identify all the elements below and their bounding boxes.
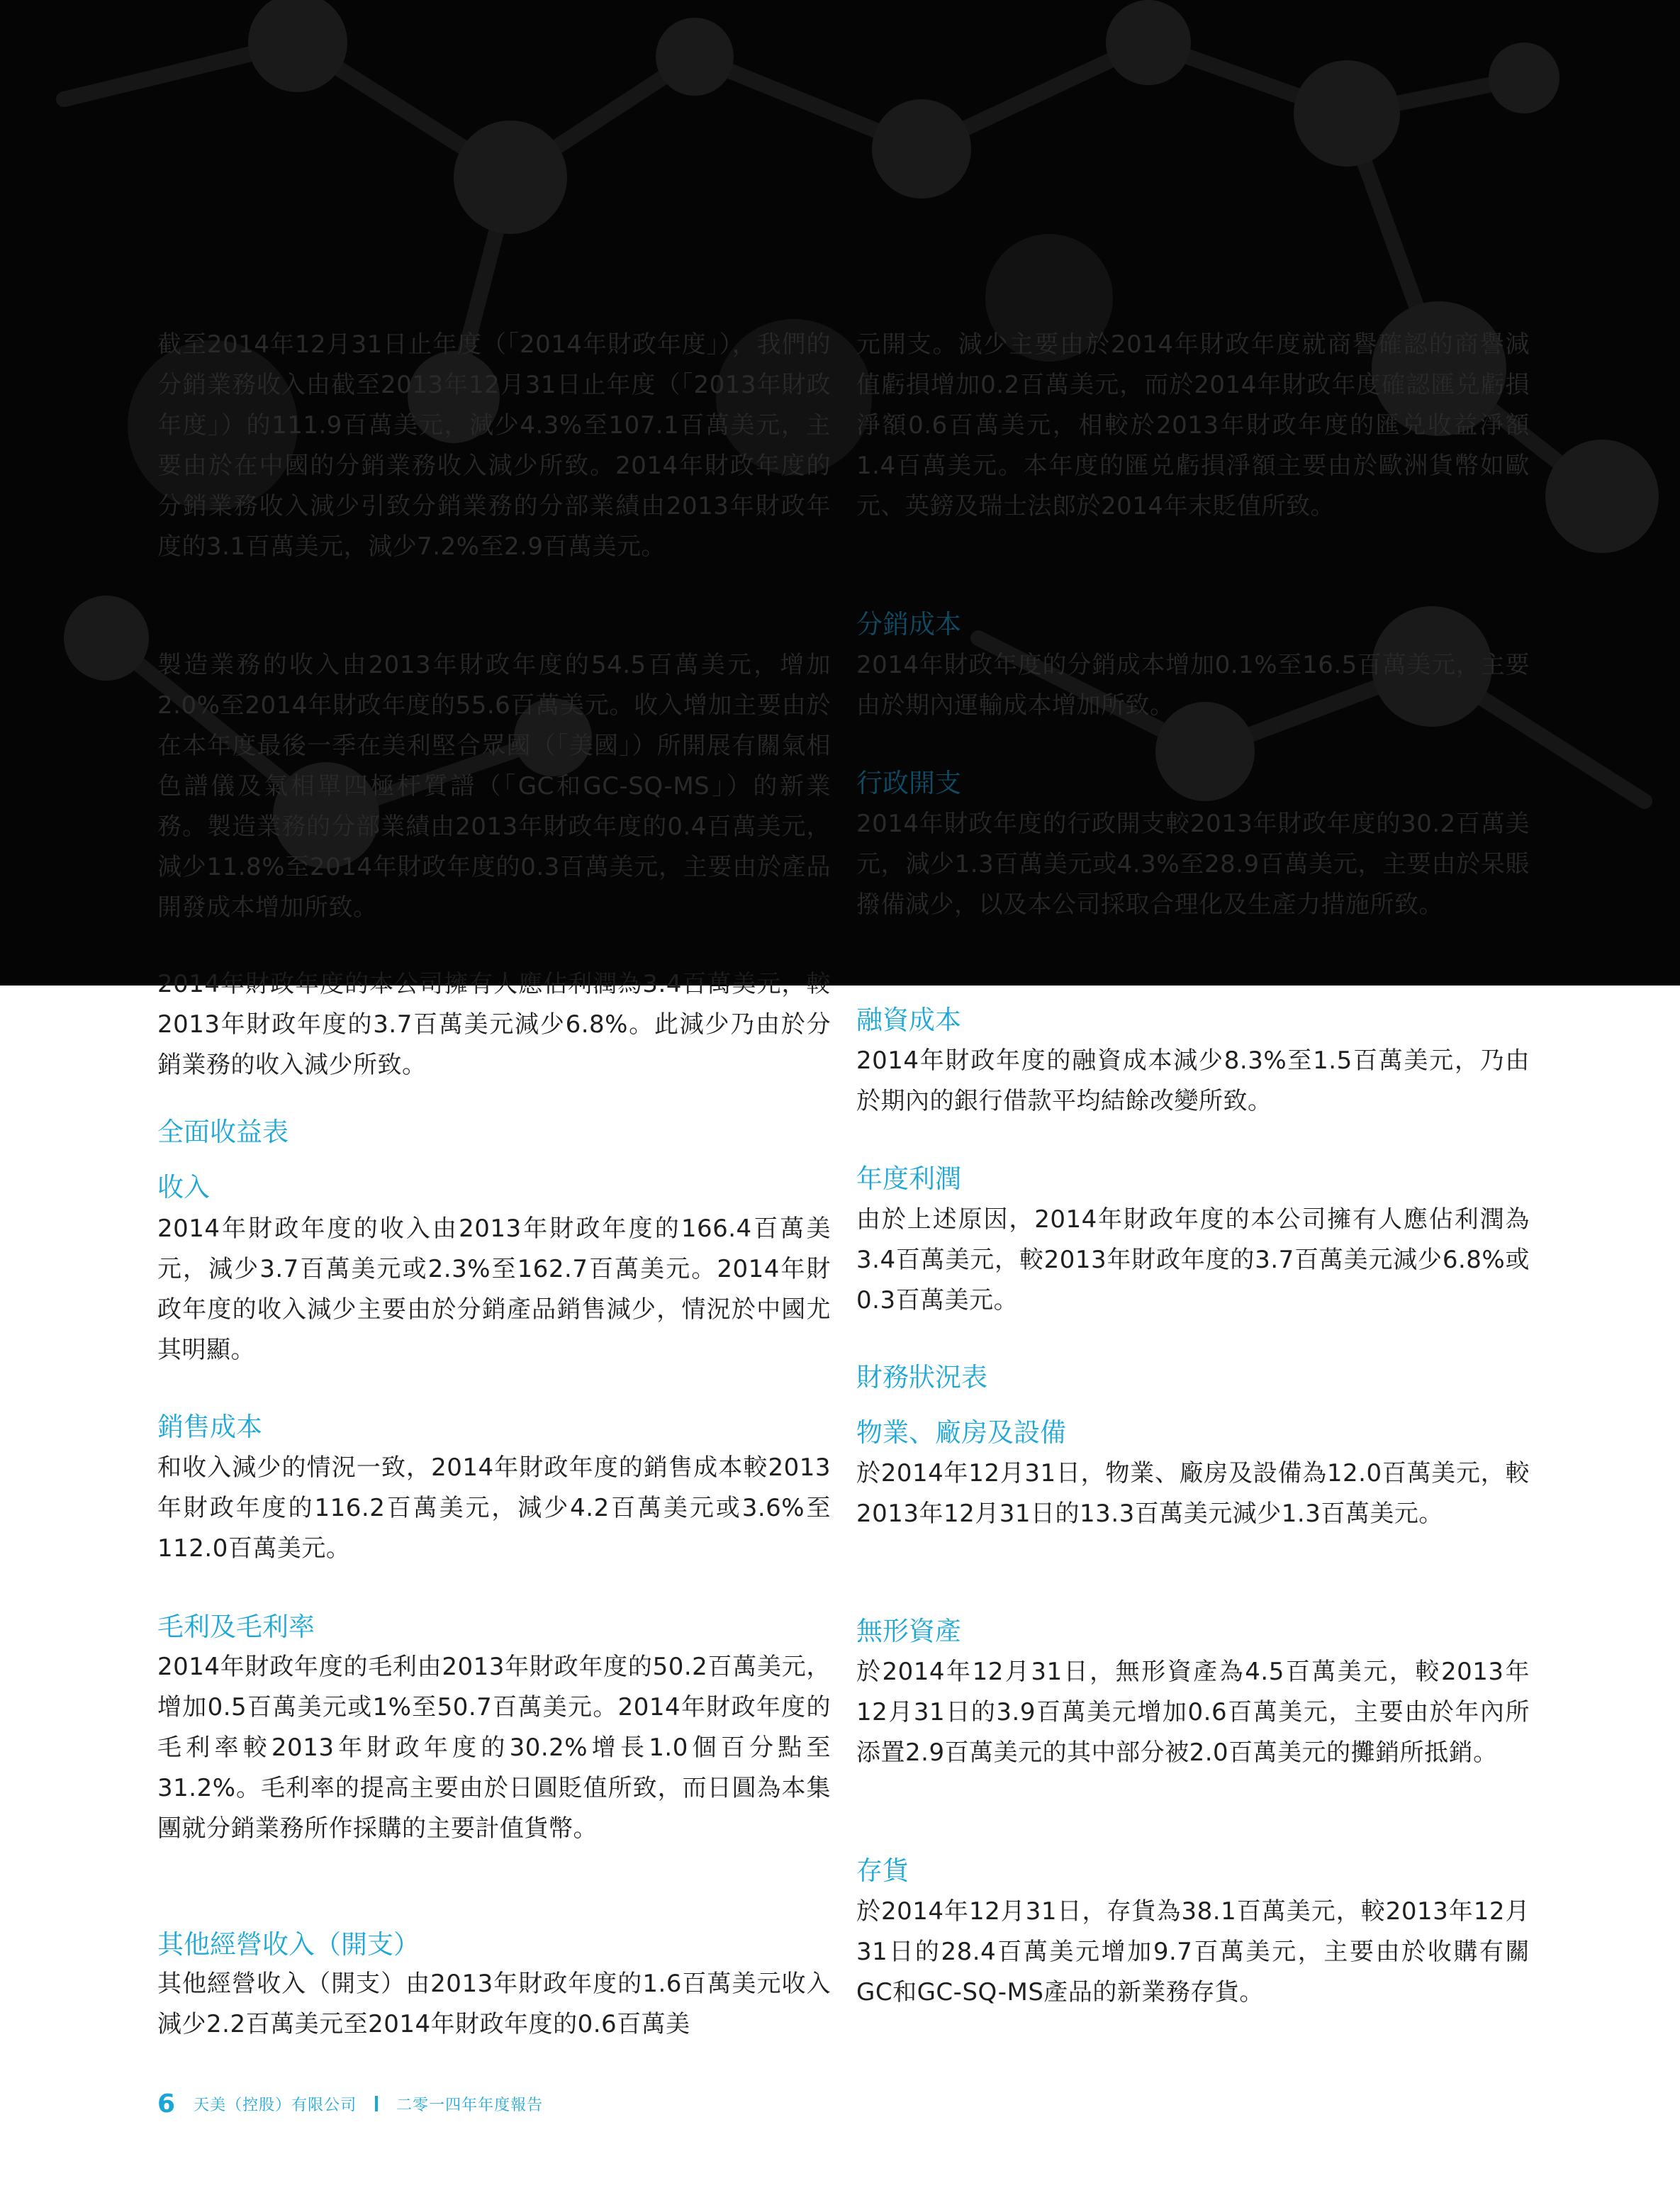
footer-separator [375,2096,378,2111]
paragraph-intangible-assets: 於2014年12月31日，無形資產為4.5百萬美元，較2013年12月31日的3.9百萬美元增加0.6百萬美元，主要由於年內所添置2.9百萬美元的其中部分被2.0百萬美元的攤銷所抵銷。 [856,1658,1530,1767]
paragraph-distribution-cost: 2014年財政年度的分銷成本增加0.1%至16.5百萬美元，主要由於期內運輸成本增加所致。 [856,651,1530,720]
heading-annual-profit: 年度利潤 [856,1163,961,1194]
heading-revenue: 收入 [157,1172,210,1202]
footer-report-title: 二零一四年年度報告 [396,2096,544,2114]
paragraph-revenue: 2014年財政年度的收入由2013年財政年度的166.4百萬美元，減少3.7百萬美元或2.3%至162.7百萬美元。2014年財政年度的收入減少主要由於分銷產品銷售減少，情況於中國尤其明顯。 [157,1215,831,1364]
paragraph-inventory: 於2014年12月31日，存貨為38.1百萬美元，較2013年12月31日的28.4百萬美元增加9.7百萬美元，主要由於收購有關GC和GC-SQ-MS產品的新業務存貨。 [856,1897,1530,2006]
paragraph-gross-profit: 2014年財政年度的毛利由2013年財政年度的50.2百萬美元，增加0.5百萬美元或1%至50.7百萬美元。2014年財政年度的毛利率較2013年財政年度的30.2%增長1.0個百分點至31.2%。毛利率的提高主要由於日圓貶值所致，而日圓為本集團就分銷業務所作採購的主要計值貨幣。 [157,1653,831,1843]
heading-cost-of-sales: 銷售成本 [157,1412,262,1442]
heading-administrative-expenses: 行政開支 [856,768,961,798]
heading-property-plant-equipment: 物業、廠房及設備 [856,1417,1066,1448]
paragraph-administrative-expenses: 2014年財政年度的行政開支較2013年財政年度的30.2百萬美元，減少1.3百萬美元或4.3%至28.9百萬美元，主要由於呆賬撥備減少，以及本公司採取合理化及生產力措施所致。 [856,810,1530,919]
heading-finance-cost: 融資成本 [856,1005,961,1035]
heading-intangible-assets: 無形資產 [856,1616,961,1646]
heading-gross-profit: 毛利及毛利率 [157,1612,315,1642]
page-footer [157,2086,543,2121]
heading-inventory: 存貨 [856,1855,909,1886]
paragraph-finance-cost: 2014年財政年度的融資成本減少8.3%至1.5百萬美元，乃由於期內的銀行借款平均結餘改變所致。 [856,1046,1530,1115]
paragraph-other-income-continued: 元開支。減少主要由於2014年財政年度就商譽確認的商譽減值虧損增加0.2百萬美元，而於2014年財政年度確認匯兑虧損淨額0.6百萬美元，相較於2013年財政年度的匯兑收益淨額1.4百萬美元。本年度的匯兑虧損淨額主要由於歐洲貨幣如歐元、英鎊及瑞士法郎於2014年末貶值所致。 [856,330,1530,520]
heading-other-operating-income: 其他經營收入（開支） [157,1929,420,1960]
paragraph-property-plant-equipment: 於2014年12月31日，物業、廠房及設備為12.0百萬美元，較2013年12月31日的13.3百萬美元減少1.3百萬美元。 [856,1459,1530,1528]
paragraph-annual-profit: 由於上述原因，2014年財政年度的本公司擁有人應佔利潤為3.4百萬美元，較2013年財政年度的3.7百萬美元減少6.8%或0.3百萬美元。 [856,1205,1530,1315]
page-number: 6 [157,2089,176,2119]
paragraph-cost-of-sales: 和收入減少的情況一致，2014年財政年度的銷售成本較2013年財政年度的116.2百萬美元，減少4.2百萬美元或3.6%至112.0百萬美元。 [157,1453,831,1563]
heading-distribution-cost: 分銷成本 [856,609,961,640]
paragraph-distribution-revenue: 截至2014年12月31日止年度（「2014年財政年度」），我們的分銷業務收入由截至2013年12月31日止年度（「2013年財政年度」）的111.9百萬美元，減少4.3%至107.1百萬美元，主要由於在中國的分銷業務收入減少所致。2014年財政年度的分銷業務收入減少引致分銷業務的分部業績由2013年財政年度的3.1百萬美元，減少7.2%至2.9百萬美元。 [157,330,831,561]
heading-financial-position: 財務狀況表 [856,1362,987,1392]
paragraph-manufacturing-revenue: 製造業務的收入由2013年財政年度的54.5百萬美元，增加2.0%至2014年財政年度的55.6百萬美元。收入增加主要由於在本年度最後一季在美利堅合眾國（「美國」）所開展有關氣相色譜儀及氣相單四極杆質譜（「GC和GC-SQ-MS」）的新業務。製造業務的分部業績由2013年財政年度的0.4百萬美元，減少11.8%至2014年財政年度的0.3百萬美元，主要由於產品開發成本增加所致。 [157,651,831,922]
paragraph-other-operating-income: 其他經營收入（開支）由2013年財政年度的1.6百萬美元收入減少2.2百萬美元至2014年財政年度的0.6百萬美 [157,1970,831,2038]
heading-income-statement: 全面收益表 [157,1117,289,1147]
footer-company-name: 天美（控股）有限公司 [194,2096,357,2114]
paragraph-owner-profit: 2014年財政年度的本公司擁有人應佔利潤為3.4百萬美元，較2013年財政年度的3.7百萬美元減少6.8%。此減少乃由於分銷業務的收入減少所致。 [157,970,831,1079]
